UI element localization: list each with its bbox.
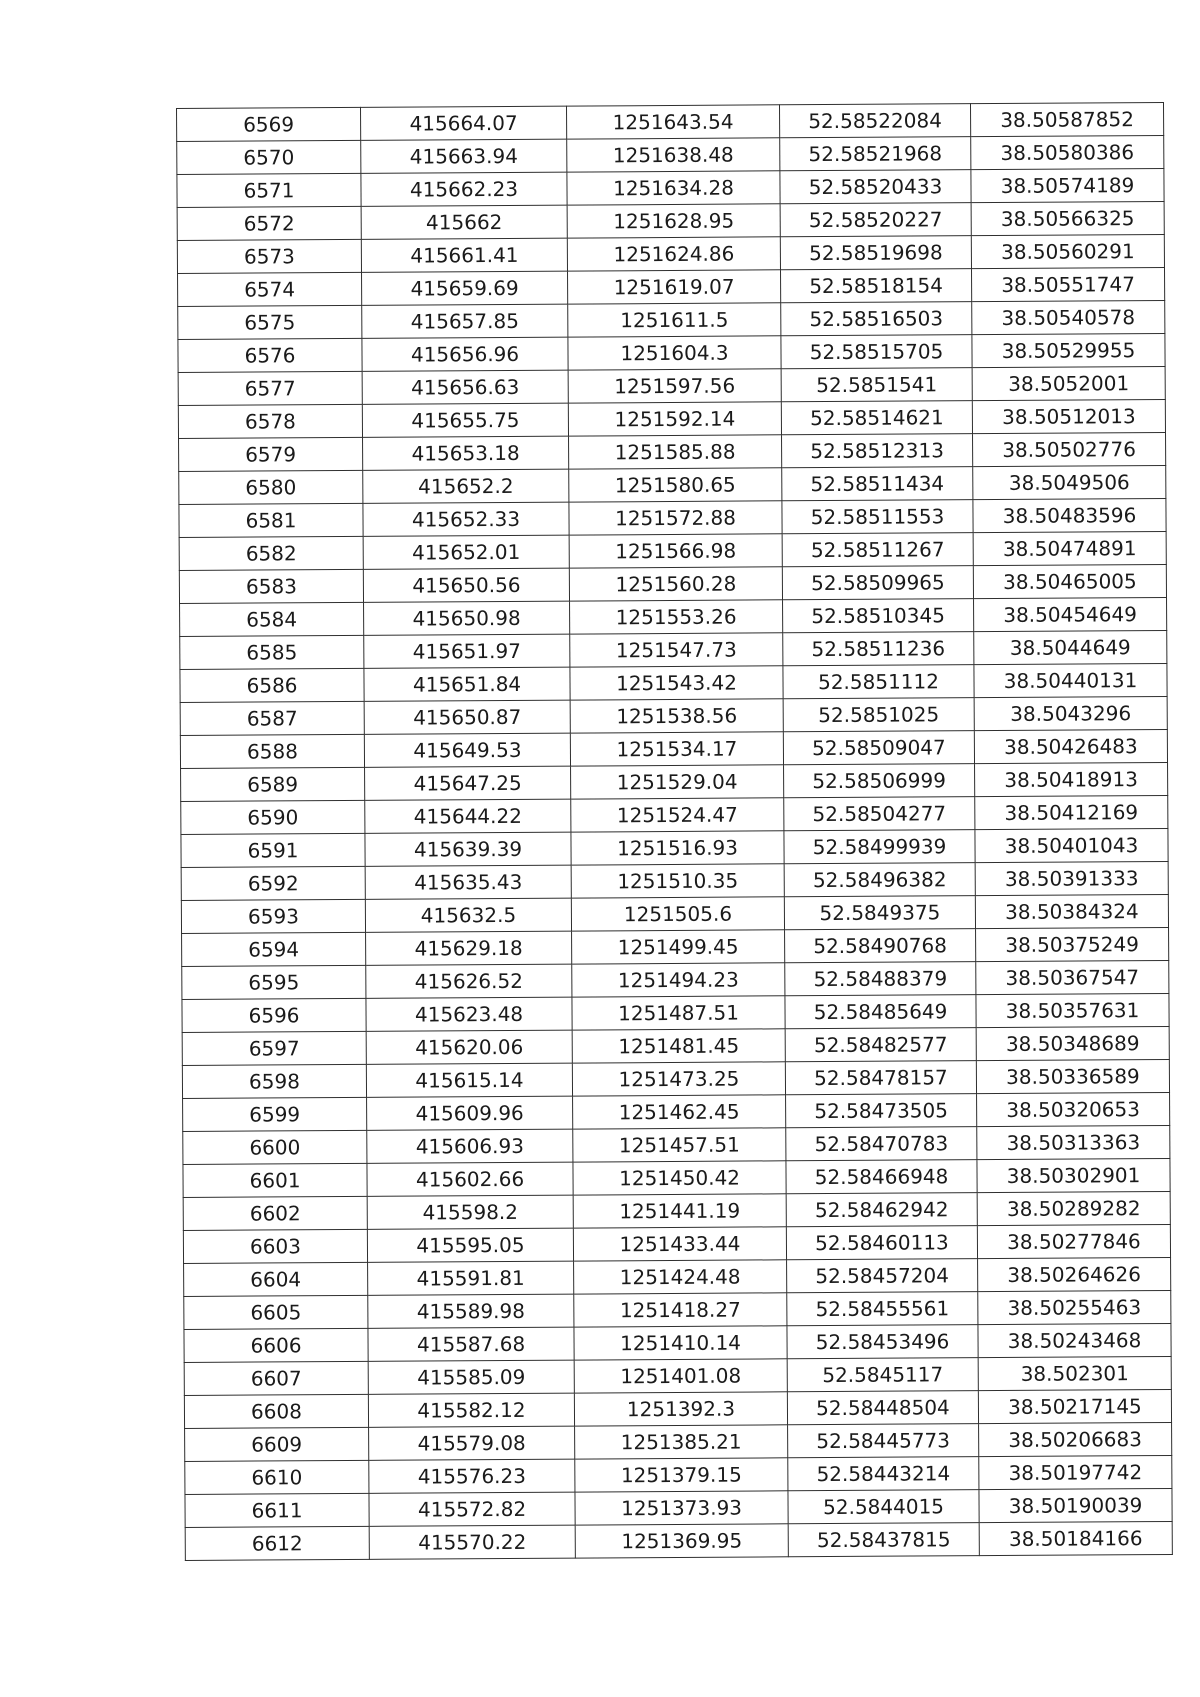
latitude-cell: 52.58509965: [782, 566, 973, 600]
point-number-cell: 6603: [183, 1229, 367, 1263]
y-coordinate-cell: 1251634.28: [567, 171, 780, 205]
table-row: [179, 465, 1166, 504]
longitude-cell: 38.50190039: [979, 1488, 1172, 1522]
table-row: [177, 234, 1164, 273]
latitude-cell: 52.5851025: [783, 698, 974, 732]
latitude-cell: 52.58443214: [788, 1457, 979, 1491]
latitude-cell: 52.58522084: [779, 104, 970, 138]
x-coordinate-cell: 415606.93: [367, 1129, 573, 1163]
point-number-cell: 6580: [179, 470, 363, 504]
longitude-cell: 38.50412169: [975, 795, 1168, 829]
point-number-cell: 6573: [177, 239, 361, 273]
latitude-cell: 52.58445773: [788, 1424, 979, 1458]
table-row: [180, 597, 1167, 636]
x-coordinate-cell: 415623.48: [366, 997, 572, 1031]
longitude-cell: 38.50529955: [972, 333, 1165, 367]
longitude-cell: 38.50465005: [973, 564, 1166, 598]
y-coordinate-cell: 1251624.86: [567, 237, 780, 271]
x-coordinate-cell: 415652.01: [363, 535, 569, 569]
table-row: [181, 795, 1168, 834]
table-row: [179, 531, 1166, 570]
table-row: [183, 1191, 1170, 1230]
y-coordinate-cell: 1251392.3: [574, 1392, 787, 1426]
latitude-cell: 52.58462942: [786, 1193, 977, 1227]
table-row: [184, 1257, 1171, 1296]
latitude-cell: 52.58504277: [784, 797, 975, 831]
latitude-cell: 52.58470783: [786, 1127, 977, 1161]
x-coordinate-cell: 415589.98: [368, 1294, 574, 1328]
y-coordinate-cell: 1251510.35: [571, 864, 784, 898]
table-row: [180, 630, 1167, 669]
table-row: [182, 993, 1169, 1032]
y-coordinate-cell: 1251450.42: [573, 1161, 786, 1195]
y-coordinate-cell: 1251385.21: [575, 1425, 788, 1459]
table-row: [178, 399, 1165, 438]
y-coordinate-cell: 1251524.47: [571, 798, 784, 832]
point-number-cell: 6572: [177, 206, 361, 240]
y-coordinate-cell: 1251534.17: [570, 732, 783, 766]
longitude-cell: 38.50289282: [977, 1191, 1170, 1225]
point-number-cell: 6585: [180, 635, 364, 669]
x-coordinate-cell: 415582.12: [368, 1393, 574, 1427]
table-row: [182, 960, 1169, 999]
x-coordinate-cell: 415656.96: [362, 337, 568, 371]
point-number-cell: 6588: [180, 734, 364, 768]
y-coordinate-cell: 1251441.19: [573, 1194, 786, 1228]
y-coordinate-cell: 1251481.45: [572, 1029, 785, 1063]
x-coordinate-cell: 415635.43: [365, 865, 571, 899]
point-number-cell: 6579: [179, 437, 363, 471]
table-row: [182, 927, 1169, 966]
point-number-cell: 6569: [177, 107, 361, 141]
x-coordinate-cell: 415655.75: [362, 403, 568, 437]
y-coordinate-cell: 1251473.25: [572, 1062, 785, 1096]
longitude-cell: 38.502301: [978, 1356, 1171, 1390]
table-row: [185, 1488, 1172, 1527]
y-coordinate-cell: 1251566.98: [569, 534, 782, 568]
longitude-cell: 38.50320653: [977, 1092, 1170, 1126]
table-row: [177, 168, 1164, 207]
y-coordinate-cell: 1251433.44: [573, 1227, 786, 1261]
longitude-cell: 38.50255463: [978, 1290, 1171, 1324]
longitude-cell: 38.50454649: [974, 597, 1167, 631]
x-coordinate-cell: 415650.98: [364, 601, 570, 635]
point-number-cell: 6606: [184, 1328, 368, 1362]
table-row: [179, 432, 1166, 471]
x-coordinate-cell: 415651.97: [364, 634, 570, 668]
table-row: [178, 300, 1165, 339]
latitude-cell: 52.5849375: [784, 896, 975, 930]
x-coordinate-cell: 415639.39: [365, 832, 571, 866]
y-coordinate-cell: 1251585.88: [569, 435, 782, 469]
y-coordinate-cell: 1251410.14: [574, 1326, 787, 1360]
latitude-cell: 52.58485649: [785, 995, 976, 1029]
longitude-cell: 38.50574189: [971, 168, 1164, 202]
longitude-cell: 38.5043296: [974, 696, 1167, 730]
table-row: [180, 663, 1167, 702]
latitude-cell: 52.58478157: [785, 1061, 976, 1095]
longitude-cell: 38.50566325: [971, 201, 1164, 235]
x-coordinate-cell: 415652.33: [363, 502, 569, 536]
longitude-cell: 38.50367547: [976, 960, 1169, 994]
latitude-cell: 52.58521968: [780, 137, 971, 171]
y-coordinate-cell: 1251538.56: [570, 699, 783, 733]
point-number-cell: 6584: [180, 602, 364, 636]
longitude-cell: 38.50512013: [972, 399, 1165, 433]
y-coordinate-cell: 1251401.08: [574, 1359, 787, 1393]
table-row: [183, 1158, 1170, 1197]
table-row: [182, 1026, 1169, 1065]
y-coordinate-cell: 1251592.14: [568, 402, 781, 436]
latitude-cell: 52.5845117: [787, 1358, 978, 1392]
x-coordinate-cell: 415609.96: [367, 1096, 573, 1130]
x-coordinate-cell: 415653.18: [363, 436, 569, 470]
latitude-cell: 52.58514621: [781, 401, 972, 435]
table-row: [178, 267, 1165, 306]
x-coordinate-cell: 415650.56: [363, 568, 569, 602]
longitude-cell: 38.50587852: [970, 102, 1163, 136]
table-row: [180, 696, 1167, 735]
table-row: [183, 1125, 1170, 1164]
latitude-cell: 52.58519698: [780, 236, 971, 270]
longitude-cell: 38.50277846: [977, 1224, 1170, 1258]
point-number-cell: 6596: [182, 998, 366, 1032]
point-number-cell: 6575: [178, 305, 362, 339]
point-number-cell: 6597: [182, 1031, 366, 1065]
latitude-cell: 52.58520227: [780, 203, 971, 237]
x-coordinate-cell: 415615.14: [366, 1063, 572, 1097]
longitude-cell: 38.50197742: [979, 1455, 1172, 1489]
latitude-cell: 52.58520433: [780, 170, 971, 204]
point-number-cell: 6610: [185, 1460, 369, 1494]
point-number-cell: 6602: [183, 1196, 367, 1230]
y-coordinate-cell: 1251547.73: [570, 633, 783, 667]
latitude-cell: 52.58457204: [787, 1259, 978, 1293]
longitude-cell: 38.50502776: [973, 432, 1166, 466]
longitude-cell: 38.50206683: [979, 1422, 1172, 1456]
x-coordinate-cell: 415651.84: [364, 667, 570, 701]
longitude-cell: 38.50474891: [973, 531, 1166, 565]
table-row: [185, 1422, 1172, 1461]
table-row: [179, 498, 1166, 537]
latitude-cell: 52.58496382: [784, 863, 975, 897]
x-coordinate-cell: 415657.85: [362, 304, 568, 338]
x-coordinate-cell: 415649.53: [364, 733, 570, 767]
table-row: [181, 828, 1168, 867]
x-coordinate-cell: 415632.5: [365, 898, 571, 932]
x-coordinate-cell: 415647.25: [365, 766, 571, 800]
table-row: [184, 1290, 1171, 1329]
longitude-cell: 38.50418913: [975, 762, 1168, 796]
y-coordinate-cell: 1251418.27: [574, 1293, 787, 1327]
y-coordinate-cell: 1251611.5: [568, 303, 781, 337]
table-row: [178, 366, 1165, 405]
y-coordinate-cell: 1251494.23: [572, 963, 785, 997]
point-number-cell: 6586: [180, 668, 364, 702]
point-number-cell: 6612: [185, 1526, 369, 1560]
y-coordinate-cell: 1251628.95: [567, 204, 780, 238]
y-coordinate-cell: 1251619.07: [568, 270, 781, 304]
point-number-cell: 6595: [182, 965, 366, 999]
x-coordinate-cell: 415652.2: [363, 469, 569, 503]
x-coordinate-cell: 415576.23: [369, 1459, 575, 1493]
y-coordinate-cell: 1251373.93: [575, 1491, 788, 1525]
point-number-cell: 6592: [181, 866, 365, 900]
longitude-cell: 38.50217145: [978, 1389, 1171, 1423]
point-number-cell: 6594: [182, 932, 366, 966]
table-row: [177, 135, 1164, 174]
x-coordinate-cell: 415595.05: [367, 1228, 573, 1262]
y-coordinate-cell: 1251572.88: [569, 501, 782, 535]
longitude-cell: 38.5044649: [974, 630, 1167, 664]
table-row: [185, 1455, 1172, 1494]
latitude-cell: 52.58510345: [783, 599, 974, 633]
table-row: [184, 1323, 1171, 1362]
x-coordinate-cell: 415620.06: [366, 1030, 572, 1064]
longitude-cell: 38.50540578: [972, 300, 1165, 334]
y-coordinate-cell: 1251487.51: [572, 996, 785, 1030]
y-coordinate-cell: 1251529.04: [571, 765, 784, 799]
point-number-cell: 6576: [178, 338, 362, 372]
point-number-cell: 6593: [181, 899, 365, 933]
latitude-cell: 52.58516503: [781, 302, 972, 336]
latitude-cell: 52.58460113: [786, 1226, 977, 1260]
point-number-cell: 6599: [183, 1097, 367, 1131]
longitude-cell: 38.5049506: [973, 465, 1166, 499]
latitude-cell: 52.58455561: [787, 1292, 978, 1326]
latitude-cell: 52.58511267: [782, 533, 973, 567]
point-number-cell: 6590: [181, 800, 365, 834]
longitude-cell: 38.5052001: [972, 366, 1165, 400]
latitude-cell: 52.58511434: [782, 467, 973, 501]
x-coordinate-cell: 415662: [361, 205, 567, 239]
longitude-cell: 38.50384324: [975, 894, 1168, 928]
latitude-cell: 52.58518154: [780, 269, 971, 303]
longitude-cell: 38.50184166: [979, 1521, 1172, 1555]
x-coordinate-cell: 415664.07: [360, 106, 566, 140]
longitude-cell: 38.50426483: [974, 729, 1167, 763]
x-coordinate-cell: 415661.41: [361, 238, 567, 272]
table-row: [184, 1356, 1171, 1395]
point-number-cell: 6571: [177, 173, 361, 207]
y-coordinate-cell: 1251457.51: [573, 1128, 786, 1162]
x-coordinate-cell: 415598.2: [367, 1195, 573, 1229]
table-row: [181, 894, 1168, 933]
longitude-cell: 38.50483596: [973, 498, 1166, 532]
point-number-cell: 6611: [185, 1493, 369, 1527]
table-row: [183, 1224, 1170, 1263]
point-number-cell: 6601: [183, 1163, 367, 1197]
point-number-cell: 6600: [183, 1130, 367, 1164]
y-coordinate-cell: 1251462.45: [573, 1095, 786, 1129]
latitude-cell: 52.58482577: [785, 1028, 976, 1062]
y-coordinate-cell: 1251580.65: [569, 468, 782, 502]
x-coordinate-cell: 415644.22: [365, 799, 571, 833]
longitude-cell: 38.50391333: [975, 861, 1168, 895]
table-row: [183, 1092, 1170, 1131]
latitude-cell: 52.58506999: [784, 764, 975, 798]
y-coordinate-cell: 1251638.48: [567, 138, 780, 172]
x-coordinate-cell: 415629.18: [366, 931, 572, 965]
longitude-cell: 38.50401043: [975, 828, 1168, 862]
coordinates-table-body: [177, 102, 1173, 1560]
x-coordinate-cell: 415591.81: [368, 1261, 574, 1295]
latitude-cell: 52.58511553: [782, 500, 973, 534]
table-row: [177, 102, 1164, 141]
x-coordinate-cell: 415585.09: [368, 1360, 574, 1394]
longitude-cell: 38.50348689: [976, 1026, 1169, 1060]
y-coordinate-cell: 1251369.95: [575, 1524, 788, 1558]
y-coordinate-cell: 1251604.3: [568, 336, 781, 370]
latitude-cell: 52.58473505: [786, 1094, 977, 1128]
point-number-cell: 6570: [177, 140, 361, 174]
latitude-cell: 52.58437815: [788, 1523, 979, 1557]
latitude-cell: 52.58448504: [787, 1391, 978, 1425]
latitude-cell: 52.58515705: [781, 335, 972, 369]
latitude-cell: 52.58490768: [785, 929, 976, 963]
table-row: [180, 729, 1167, 768]
point-number-cell: 6577: [178, 371, 362, 405]
point-number-cell: 6605: [184, 1295, 368, 1329]
longitude-cell: 38.50302901: [977, 1158, 1170, 1192]
x-coordinate-cell: 415587.68: [368, 1327, 574, 1361]
x-coordinate-cell: 415602.66: [367, 1162, 573, 1196]
x-coordinate-cell: 415656.63: [362, 370, 568, 404]
longitude-cell: 38.50313363: [977, 1125, 1170, 1159]
longitude-cell: 38.50264626: [978, 1257, 1171, 1291]
y-coordinate-cell: 1251643.54: [566, 105, 779, 139]
longitude-cell: 38.50375249: [976, 927, 1169, 961]
table-row: [185, 1521, 1172, 1560]
point-number-cell: 6589: [181, 767, 365, 801]
latitude-cell: 52.5851541: [781, 368, 972, 402]
y-coordinate-cell: 1251379.15: [575, 1458, 788, 1492]
point-number-cell: 6583: [179, 569, 363, 603]
x-coordinate-cell: 415662.23: [361, 172, 567, 206]
y-coordinate-cell: 1251499.45: [572, 930, 785, 964]
point-number-cell: 6591: [181, 833, 365, 867]
y-coordinate-cell: 1251424.48: [574, 1260, 787, 1294]
point-number-cell: 6608: [184, 1394, 368, 1428]
latitude-cell: 52.58488379: [785, 962, 976, 996]
table-row: [177, 201, 1164, 240]
latitude-cell: 52.58512313: [782, 434, 973, 468]
table-row: [182, 1059, 1169, 1098]
latitude-cell: 52.58453496: [787, 1325, 978, 1359]
x-coordinate-cell: 415626.52: [366, 964, 572, 998]
y-coordinate-cell: 1251505.6: [571, 897, 784, 931]
x-coordinate-cell: 415572.82: [369, 1492, 575, 1526]
point-number-cell: 6582: [179, 536, 363, 570]
point-number-cell: 6578: [178, 404, 362, 438]
table-row: [179, 564, 1166, 603]
latitude-cell: 52.5844015: [788, 1490, 979, 1524]
longitude-cell: 38.50243468: [978, 1323, 1171, 1357]
point-number-cell: 6574: [178, 272, 362, 306]
longitude-cell: 38.50357631: [976, 993, 1169, 1027]
longitude-cell: 38.50560291: [971, 234, 1164, 268]
point-number-cell: 6598: [182, 1064, 366, 1098]
y-coordinate-cell: 1251560.28: [569, 567, 782, 601]
y-coordinate-cell: 1251516.93: [571, 831, 784, 865]
y-coordinate-cell: 1251553.26: [570, 600, 783, 634]
x-coordinate-cell: 415650.87: [364, 700, 570, 734]
point-number-cell: 6609: [185, 1427, 369, 1461]
latitude-cell: 52.58466948: [786, 1160, 977, 1194]
point-number-cell: 6607: [184, 1361, 368, 1395]
longitude-cell: 38.50580386: [971, 135, 1164, 169]
table-row: [181, 762, 1168, 801]
y-coordinate-cell: 1251597.56: [568, 369, 781, 403]
x-coordinate-cell: 415663.94: [361, 139, 567, 173]
coordinates-table: [176, 102, 1173, 1561]
x-coordinate-cell: 415570.22: [369, 1525, 575, 1559]
x-coordinate-cell: 415659.69: [362, 271, 568, 305]
point-number-cell: 6587: [180, 701, 364, 735]
table-row: [181, 861, 1168, 900]
point-number-cell: 6581: [179, 503, 363, 537]
latitude-cell: 52.58499939: [784, 830, 975, 864]
table-row: [178, 333, 1165, 372]
x-coordinate-cell: 415579.08: [369, 1426, 575, 1460]
longitude-cell: 38.50551747: [971, 267, 1164, 301]
latitude-cell: 52.58509047: [783, 731, 974, 765]
latitude-cell: 52.5851112: [783, 665, 974, 699]
longitude-cell: 38.50440131: [974, 663, 1167, 697]
longitude-cell: 38.50336589: [976, 1059, 1169, 1093]
y-coordinate-cell: 1251543.42: [570, 666, 783, 700]
point-number-cell: 6604: [184, 1262, 368, 1296]
table-row: [184, 1389, 1171, 1428]
latitude-cell: 52.58511236: [783, 632, 974, 666]
